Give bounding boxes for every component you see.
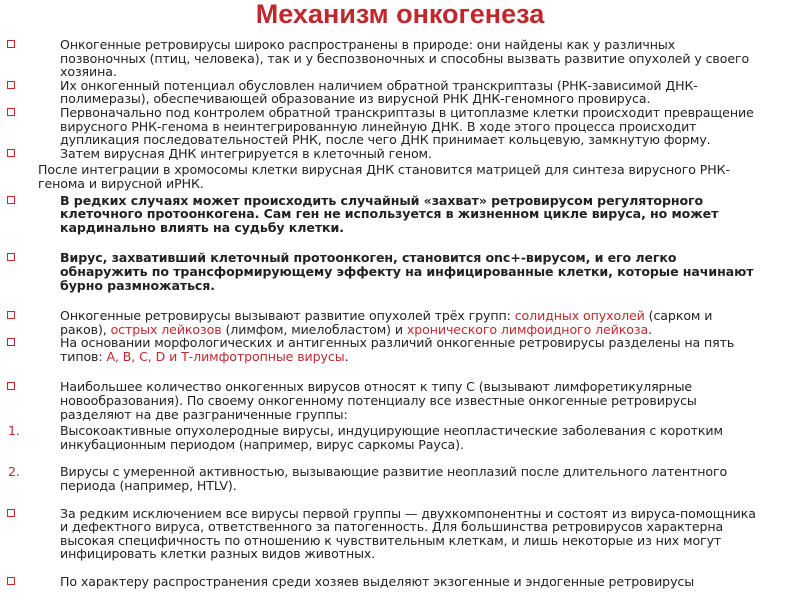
bullet-square-icon bbox=[7, 253, 15, 261]
highlight-acute-leukemia: острых лейкозов bbox=[110, 321, 222, 337]
paragraph-text: Их онкогенный потенциал обусловлен наличием обратной транскриптазы (РНК-зависимой ДНК-полимеразы), обеспечивающей образование из вирусной РНК ДНК-геномного провируса. bbox=[60, 77, 698, 107]
highlight-virus-types: А, В, С, D и Т-лимфотропные вирусы bbox=[106, 348, 345, 364]
bullet-square-icon bbox=[7, 338, 15, 346]
text-part: На основании морфологических и антигенных различий онкогенные ретровирусы разделены на пять типов: bbox=[60, 335, 735, 364]
paragraph-text: После интеграции в хромосомы клетки вирусная ДНК становится матрицей для синтеза вирусного РНК-генома и вирусной иРНК. bbox=[38, 162, 730, 191]
slide-content bbox=[0, 38, 800, 589]
text-part: . bbox=[344, 348, 349, 364]
bullet-square-icon bbox=[7, 108, 15, 116]
paragraph-text: Онкогенные ретровирусы широко распространены в природе: они найдены как у различных позвоночных (птиц, человека), так и у беспозвоночных и способны вызвать развитие опухолей у своего хозяина. bbox=[60, 37, 750, 80]
paragraph-text: Наибольшее количество онкогенных вирусов относят к типу С (вызывают лимфоретикулярные новообразования). По своему онкогенному потенциалу все известные онкогенные ретровирусы разделяют на две разграниченные группы: bbox=[60, 379, 697, 422]
highlight-chronic-leukemia: хронического лимфоидного лейкоза bbox=[406, 321, 649, 337]
paragraph-2 bbox=[0, 79, 800, 106]
paragraph-13 bbox=[0, 507, 800, 561]
paragraph-5 bbox=[0, 163, 800, 190]
paragraph-text: В редких случаях может происходить случайный «захват» ретровирусом регуляторного клеточного протоонкогена. Сам ген не используется в жизненном цикле вируса, но может кардинально влиять на судьбу клетки. bbox=[60, 192, 719, 235]
paragraph-10 bbox=[0, 380, 800, 421]
numbered-item-2 bbox=[0, 465, 800, 492]
highlight-solid-tumors: солидных опухолей bbox=[514, 308, 645, 324]
paragraph-8 bbox=[0, 309, 800, 336]
paragraph-text: Вирус, захвативший клеточный протоонкоген, становится onc+-вирусом, и его легко обнаружить по трансформирующему эффекту на инфицированные клетки, которые начинают бурно размножаться. bbox=[60, 250, 754, 293]
paragraph-4 bbox=[0, 147, 800, 161]
bullet-square-icon bbox=[7, 382, 15, 390]
bullet-square-icon bbox=[7, 149, 15, 157]
paragraph-text: Затем вирусная ДНК интегрируется в клеточный геном. bbox=[60, 145, 432, 161]
list-number: 2. bbox=[8, 464, 20, 480]
text-part: (сарком и раков), bbox=[60, 308, 713, 337]
paragraph-1 bbox=[0, 38, 800, 79]
slide-title: Механизм онкогенеза bbox=[255, 0, 545, 29]
text-part: . bbox=[648, 321, 652, 337]
bullet-square-icon bbox=[7, 509, 15, 517]
numbered-item-1 bbox=[0, 424, 800, 451]
text-part: (лимфом, миелобластом) и bbox=[221, 321, 407, 337]
paragraph-text: Высокоактивные опухолеродные вирусы, индуцирующие неопластические заболевания с коротким инкубационным периодом (например, вирус саркомы Рауса). bbox=[60, 423, 723, 452]
bullet-square-icon bbox=[7, 196, 15, 204]
paragraph-text: По характеру распространения среди хозяев выделяют экзогенные и эндогенные ретровирусы bbox=[60, 574, 695, 589]
paragraph-3 bbox=[0, 106, 800, 147]
bullet-square-icon bbox=[7, 311, 15, 319]
bullet-square-icon bbox=[7, 577, 15, 585]
paragraph-text: Вирусы с умеренной активностью, вызывающие развитие неоплазий после длительного латентного периода (например, HTLV). bbox=[60, 464, 728, 494]
paragraph-9 bbox=[0, 336, 800, 363]
bullet-square-icon bbox=[7, 81, 15, 89]
text-part: Онкогенные ретровирусы вызывают развитие опухолей трёх групп: bbox=[60, 308, 515, 324]
paragraph-text: Первоначально под контролем обратной транскриптазы в цитоплазме клетки происходит превращение вирусного РНК-генома в неинтегрированную линейную ДНК. В ходе этого процесса происходит дупликация последовательностей РНК, после чего ДНК принимает кольцевую, замкнутую форму. bbox=[60, 104, 754, 148]
bullet-square-icon bbox=[7, 40, 15, 48]
paragraph-6 bbox=[0, 194, 800, 235]
paragraph-text: За редким исключением все вирусы первой группы — двухкомпонентны и состоят из вируса-помощника и дефектного вируса, ответственного за патогенность. Для большинства ретровирусов характерна высокая специфичность по отношению к чувствительным клеткам, и лишь некоторые из них могут инфицировать клетки разных видов животных. bbox=[60, 505, 756, 562]
list-number: 1. bbox=[8, 423, 20, 439]
paragraph-14 bbox=[0, 575, 800, 589]
paragraph-7 bbox=[0, 251, 800, 292]
